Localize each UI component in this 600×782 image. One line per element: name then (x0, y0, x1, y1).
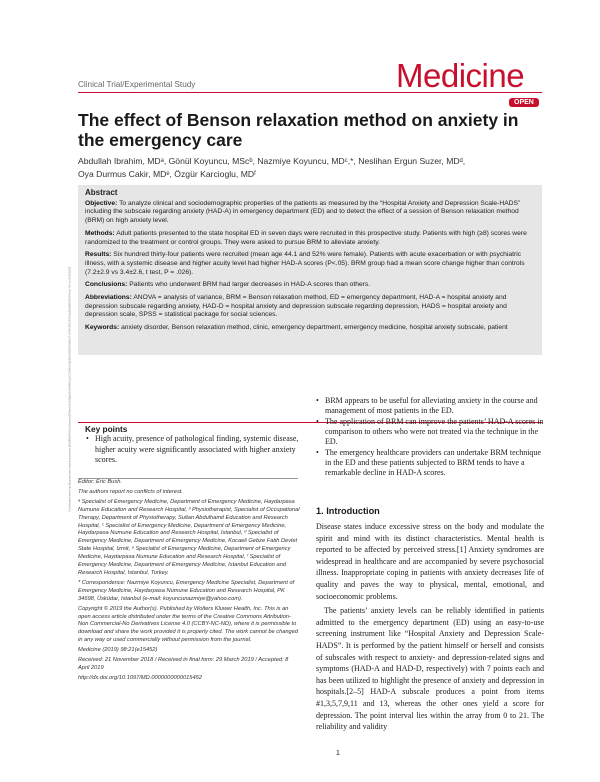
abstract-objective: Objective: To analyze clinical and sociodemographic properties of the patients as measured by the “Hospital Anxiety and Depression Scale-HADS” including the subscale regarding anxiety (HAD-A) in emergency department (ED) and to detect the effect of a session of Benson relaxation method (BRM) on high anxiety level. (85, 199, 521, 225)
author-line: Oya Durmus Cakir, MDᵉ, Özgür Karcioglu, MDᶠ (78, 169, 257, 179)
footnote-dates: Received: 21 November 2018 / Received in final form: 29 March 2019 / Accepted: 8 April 2019 (78, 657, 289, 671)
author-list (78, 155, 548, 181)
abstract-box (78, 185, 542, 355)
footnote-affiliations: ᵃ Specialist of Emergency Medicine, Department of Emergency Medicine, Haydarpasa Numune Education and Research Hospital, ᵇ Physiotherapist, Specialist of Occupational Therapy, Department of Physiotherapy, Sultan Abdulhamit Education and Research Hospital, ᶜ Specialist of Emergency Medicine, Department of Emergency Medicine, Haydarpasa Numune Education and Research Hospital, Istanbul, ᵈ Specialist of Emergency Medicine, Department of Emergency Medicine, Kocaeli Gebze Fatih Devlet State Hospital, Izmit, ᵉ Specialist of Emergency Medicine, Department of Emergency Medicine, Haydarpasa Numune Education and Research Hospital, ᶠ Specialist of Emergency Medicine, Department of Emergency Medicine, Istanbul Education and Research Hospital, Istanbul, Turkey. (78, 498, 300, 576)
abstract-results: Results: Six hundred thirty-four patients were recruited (mean age 44.1 and 52% were female). Patients with acute exacerbation or with psychiatric illness, with a systemic disease and higher acuity level had higher HAD-A scores (P<.05). BRM group had a mean score change higher than controls (7.2±2.9 vs 3.4±2.6, t test, P = .026). (85, 251, 525, 276)
abstract-abbreviations: Abbreviations: ANOVA = analysis of variance, BRM = Benson relaxation method, ED = emergency department, HAD-A = hospital anxiety and depression subscale regarding anxiety, HAD-D = hospital anxiety and depression subscale regarding depression, HADS = hospital anxiety and depression scale, SPSS = statistical package for social sciences. (85, 294, 507, 319)
footnote-doi-link[interactable]: http://dx.doi.org/10.1097/MD.0000000000015452 (78, 674, 202, 681)
key-point-item: • The emergency healthcare providers can undertake BRM technique in the ED and these patients subjected to BRM tends to have a remarkable decline in HAD-A scores. (316, 448, 544, 478)
abstract-conclusions: Conclusions: Patients who underwent BRM had larger decreases in HAD-A scores than others. (85, 281, 371, 289)
open-access-badge: OPEN (509, 98, 539, 107)
footnote-copyright: Copyright © 2019 the Author(s). Published by Wolters Kluwer Health, Inc. This is an open access article distributed under the terms of the Creative Commons Attribution-Non Commercial-No Derivatives License 4.0 (CCBY-NC-ND), where it is permissible to download and share the work provided it is properly cited. The work cannot be changed in any way or used commercially without permission from the journal. (78, 605, 299, 644)
abstract-methods: Methods: Adult patients presented to the state hospital ED in seven days were recruited in this prospective study. Patients with high (≥8) scores were randomized to the treatment or control groups. They were asked to pursue BRM to alleviate anxiety. (85, 229, 527, 246)
key-point-item: • BRM appears to be useful for alleviating anxiety in the course and management of most patients in the ED. (316, 396, 544, 416)
abstract-keywords: Keywords: anxiety disorder, Benson relaxation method, clinic, emergency department, emergency medicine, hospital anxiety subscale, patient (85, 324, 508, 332)
footnote-correspondence: * Correspondence: Nazmiye Koyuncu, Emergency Medicine Specialist, Department of Emergency Medicine, Haydarpasa Numune Education and Research Hospital, PK 34698, Üsküdar, Istanbul (e-mail: koyuncunazmiye@yahoo.com). (78, 579, 295, 602)
abstract-heading: Abstract (85, 188, 118, 197)
page-number: 1 (336, 750, 340, 757)
key-points-left (86, 434, 306, 467)
author-line: Abdullah Ibrahim, MDᵃ, Gönül Koyuncu, MScᵇ, Nazmiye Koyuncu, MDᶜ,*, Neslihan Ergun Suzer, MDᵈ, (78, 156, 466, 166)
download-watermark: Downloaded from http://journals.lww.com/md-journal by BhDMf5ePHKav1zEoum1tQfN4a+kJLhEZgbsIHo4XMi0hCywCX1AWnYQp/IlQrHD3i3D0OdRyi7TvSFl4Cf3VC4/OAVpDDa8KKGKV0Ymy+78= on 10/16/2023 (68, 266, 72, 512)
footnote-editor: Editor: Eric Bush. (78, 479, 122, 485)
key-points-right (316, 396, 544, 479)
key-point-item: • The application of BRM can improve the patients’ HAD-A scores in comparison to others who were not treated via the technique in the ED. (316, 417, 544, 447)
paragraph: The patients’ anxiety levels can be reliably identified in patients admitted to the emergency department (ED) using an easy-to-use screening instrument like “Hospital Anxiety and Depression Scale- HADS”. It is performed by the patient himself or herself and consists of subscales with respect to anxiety- and depression-related signs and symptoms (HAD-A and HAD-D, respectively) with 7 points each and has been utilized to highlight the presence of anxiety and depression in hospitals.[2–5] HAD-A subscale produces a point from items #1,3,5,7,9,11 and 13, whereas the other ones yield a score for depression. The point interval lies within the array from 0 to 21. The reliability and validity (316, 606, 544, 732)
paragraph: Disease states induce excessive stress on the body and modulate the spirit and mind with its distinct characteristics. Mental health is reported to be affected by perceived stress.[1] Anxiety syndromes are widespread in healthcare and are accompanied by severe psychosocial illness. Inappropriate coping in patients with anxiety decreases life of quality and paves the way to physical, mental, emotional, and socioeconomic problems. (316, 522, 544, 601)
introduction-body (316, 521, 544, 736)
article-category: Clinical Trial/Experimental Study (78, 80, 196, 89)
footnote-citation: Medicine (2019) 98:21(e15452) (78, 647, 158, 654)
footnote-conflicts: The authors report no conflicts of interest. (78, 488, 183, 495)
article-title: The effect of Benson relaxation method on anxiety in the emergency care (78, 110, 519, 150)
journal-logo[interactable]: Medicine (396, 57, 525, 94)
section-heading-introduction: 1. Introduction (316, 506, 380, 516)
footnotes (78, 479, 300, 685)
key-point-item: • High acuity, presence of pathological finding, systemic disease, higher acuity were significantly associated with higher anxiety scores. (86, 434, 306, 466)
key-points-heading: Key points (85, 424, 128, 434)
